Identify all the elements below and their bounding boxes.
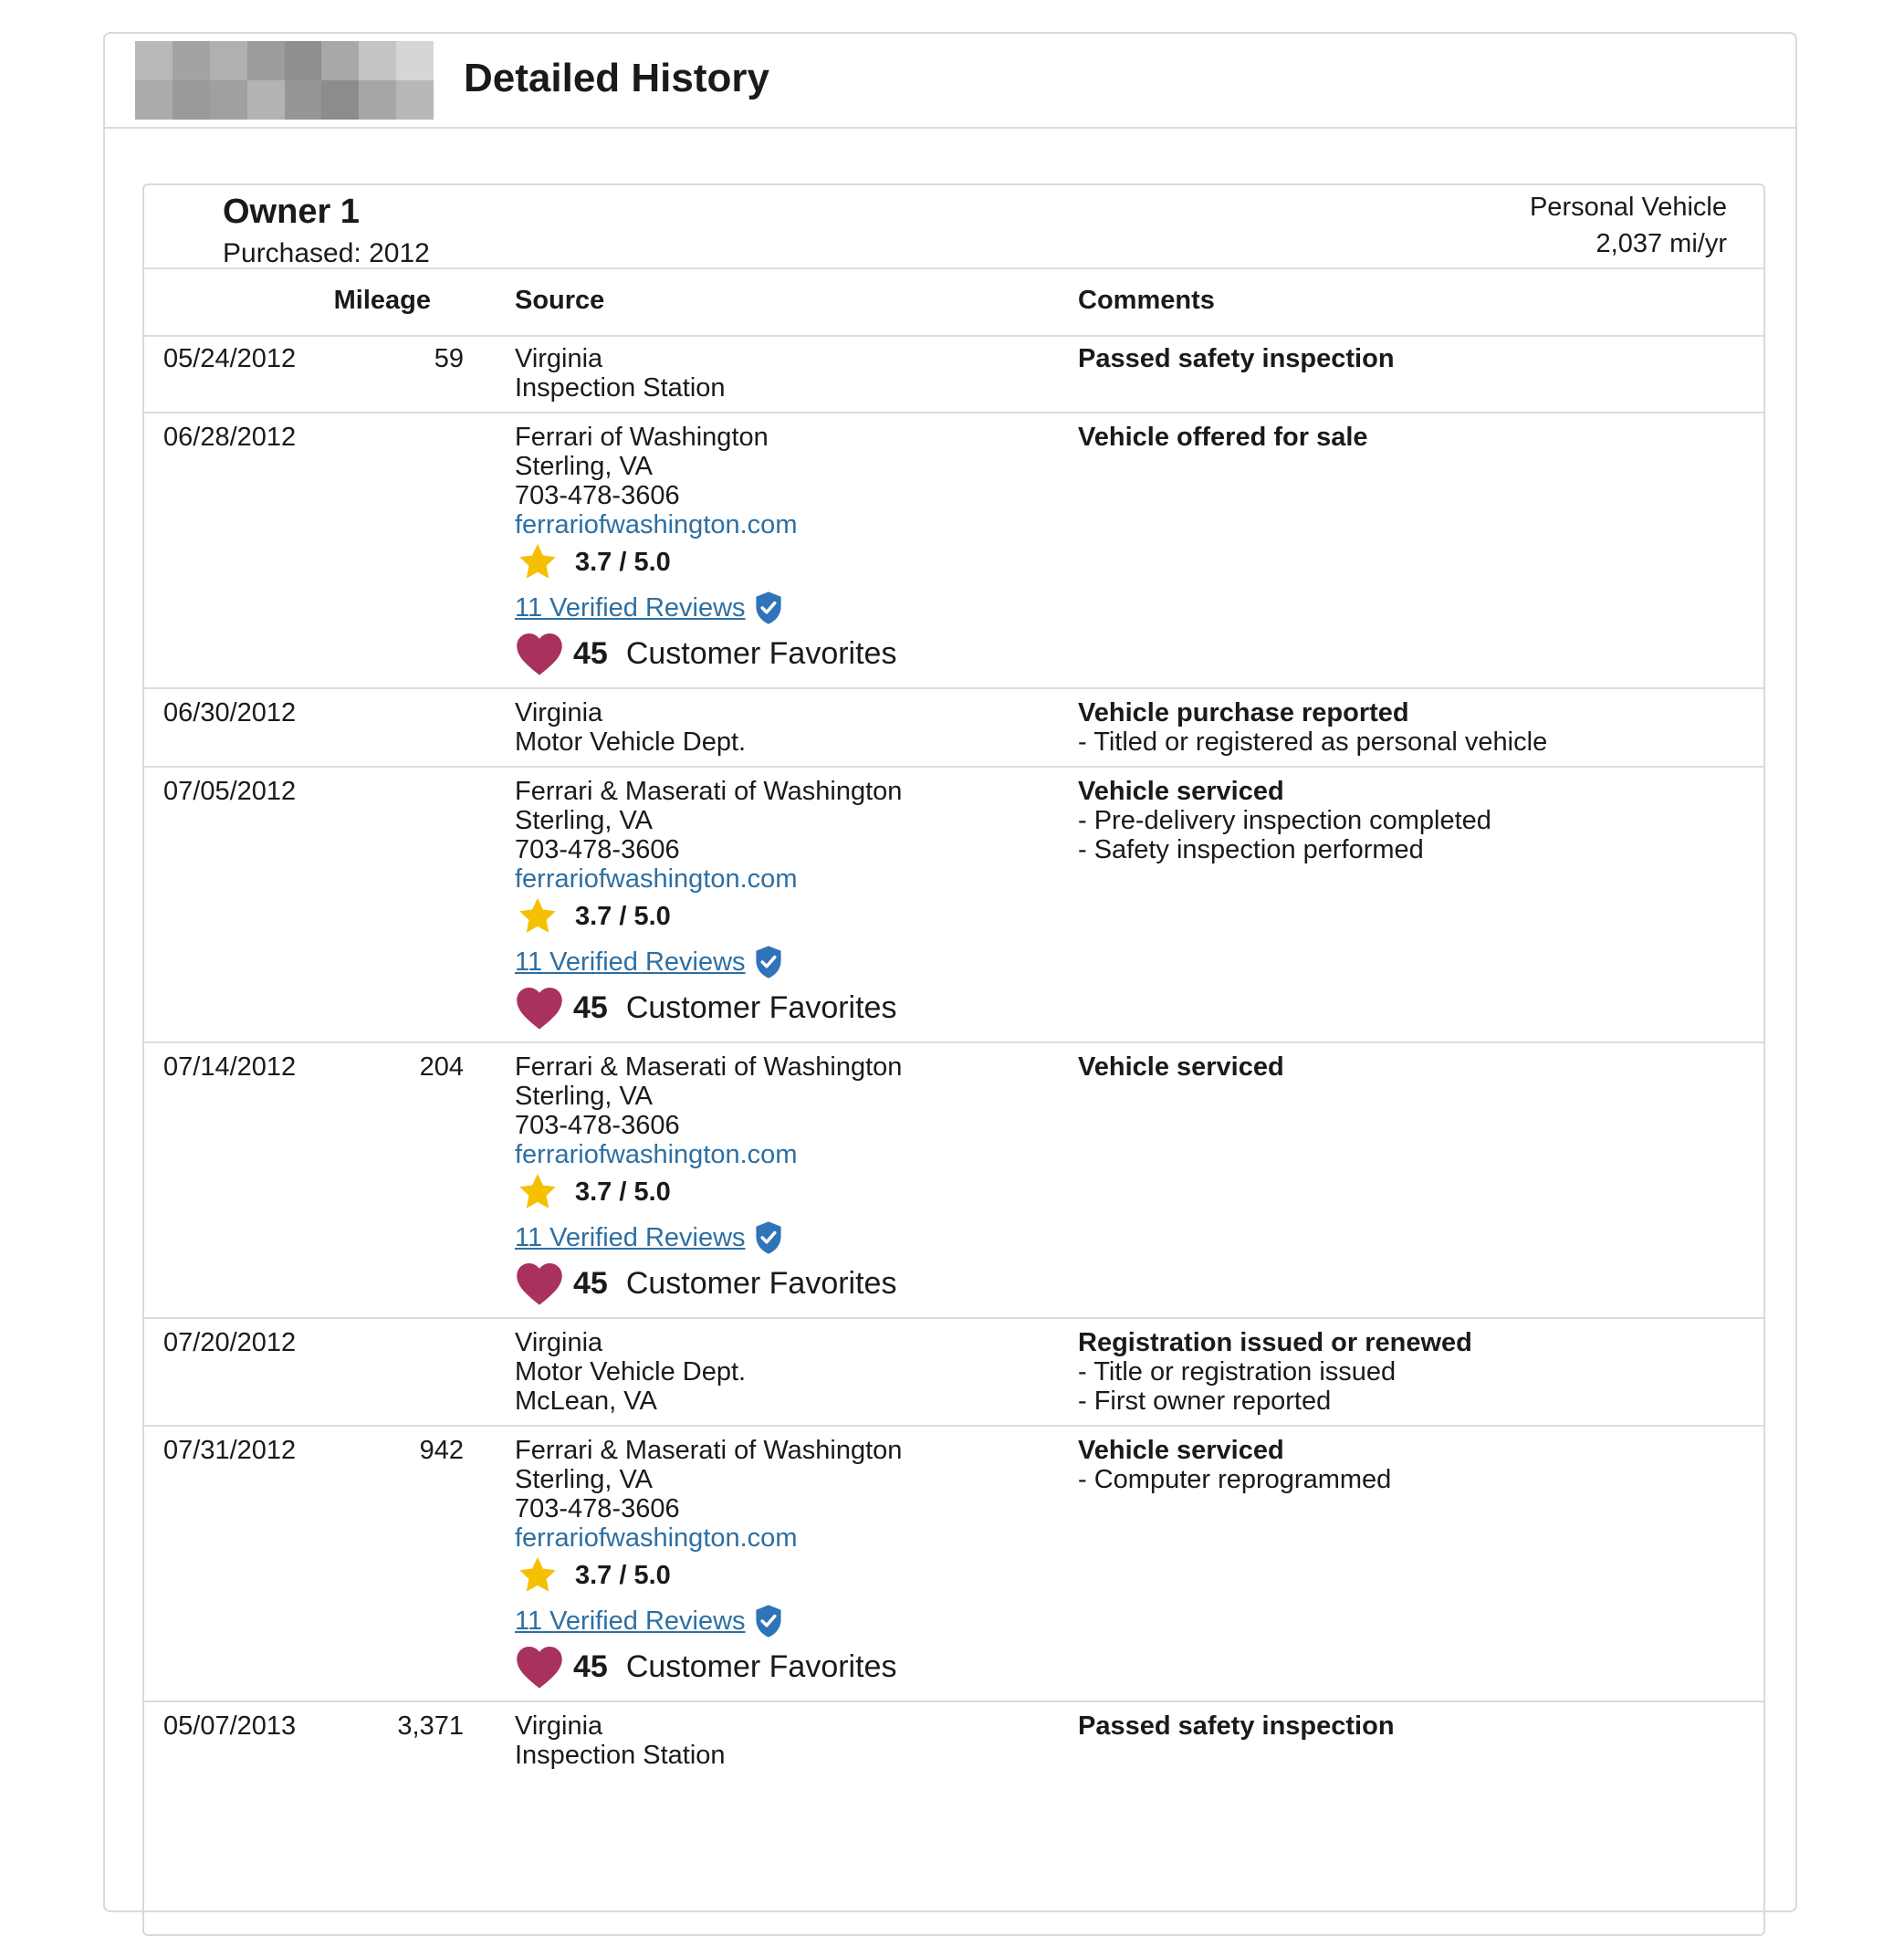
dealer-website: ferrariofwashington.com bbox=[515, 1140, 798, 1169]
owner-header bbox=[144, 185, 1763, 269]
row-date: 07/31/2012 bbox=[163, 1436, 297, 1465]
source-line: Motor Vehicle Dept. bbox=[515, 1357, 747, 1387]
comment-title: Passed safety inspection bbox=[1078, 344, 1395, 373]
customer-favorites bbox=[515, 629, 1062, 678]
row-source bbox=[515, 423, 1062, 678]
reviews-row bbox=[515, 1600, 1062, 1642]
row-comments bbox=[1078, 1328, 1735, 1416]
source-line: Ferrari & Maserati of Washington bbox=[515, 777, 903, 806]
heart-icon bbox=[515, 985, 564, 1031]
page-title: Detailed History bbox=[464, 56, 769, 100]
owner-name: Owner 1 bbox=[223, 193, 360, 231]
verified-shield-icon bbox=[753, 945, 784, 979]
table-row bbox=[144, 1427, 1763, 1702]
heart-icon bbox=[515, 1261, 564, 1306]
row-mileage: 942 bbox=[419, 1436, 464, 1465]
favorites-count: 45 bbox=[573, 636, 608, 671]
source-line: 703-478-3606 bbox=[515, 1111, 680, 1140]
dealer-website: ferrariofwashington.com bbox=[515, 1523, 798, 1553]
row-comments bbox=[1078, 1052, 1735, 1082]
row-comments bbox=[1078, 698, 1735, 757]
dealer-website: ferrariofwashington.com bbox=[515, 864, 798, 894]
row-source bbox=[515, 777, 1062, 1032]
source-line: Sterling, VA bbox=[515, 806, 653, 835]
comment-detail: - Title or registration issued bbox=[1078, 1357, 1397, 1387]
rating-value: 3.7 / 5.0 bbox=[575, 1177, 671, 1207]
dealer-rating bbox=[515, 1171, 1062, 1213]
favorites-label: Customer Favorites bbox=[625, 1266, 897, 1301]
star-icon bbox=[515, 895, 560, 937]
row-source bbox=[515, 698, 1062, 757]
row-comments bbox=[1078, 1711, 1735, 1741]
owner-card bbox=[142, 183, 1765, 1936]
row-date: 07/20/2012 bbox=[163, 1328, 297, 1357]
row-comments bbox=[1078, 777, 1735, 864]
comment-title: Vehicle offered for sale bbox=[1078, 423, 1368, 452]
row-date: 06/30/2012 bbox=[163, 698, 297, 727]
comment-detail: - Safety inspection performed bbox=[1078, 835, 1424, 864]
dealer-rating bbox=[515, 1554, 1062, 1596]
rating-value: 3.7 / 5.0 bbox=[575, 548, 671, 577]
source-line: Inspection Station bbox=[515, 1741, 726, 1770]
comment-detail: - Titled or registered as personal vehicle bbox=[1078, 727, 1548, 757]
reviews-row bbox=[515, 941, 1062, 983]
row-mileage: 3,371 bbox=[397, 1711, 464, 1741]
table-row bbox=[144, 335, 1763, 413]
heart-icon bbox=[515, 1644, 564, 1690]
table-row bbox=[144, 1702, 1763, 1781]
source-line: McLean, VA bbox=[515, 1387, 657, 1416]
row-source bbox=[515, 344, 1062, 403]
favorites-count: 45 bbox=[573, 1266, 608, 1301]
source-line: Sterling, VA bbox=[515, 1082, 653, 1111]
reviews-row bbox=[515, 587, 1062, 629]
row-comments bbox=[1078, 423, 1735, 452]
row-source bbox=[515, 1711, 1062, 1770]
owner-purchased: Purchased: 2012 bbox=[223, 238, 430, 268]
customer-favorites bbox=[515, 1259, 1062, 1308]
comment-detail: - Computer reprogrammed bbox=[1078, 1465, 1392, 1494]
history-rows bbox=[144, 335, 1763, 1781]
row-comments bbox=[1078, 344, 1735, 373]
column-header-source: Source bbox=[515, 286, 605, 315]
row-comments bbox=[1078, 1436, 1735, 1494]
verified-reviews-link[interactable]: 11 Verified Reviews bbox=[515, 593, 746, 623]
favorites-label: Customer Favorites bbox=[625, 1649, 897, 1684]
source-line: 703-478-3606 bbox=[515, 481, 680, 510]
rating-value: 3.7 / 5.0 bbox=[575, 1561, 671, 1590]
verified-shield-icon bbox=[753, 1604, 784, 1638]
reviews-row bbox=[515, 1217, 1062, 1259]
verified-reviews-link[interactable]: 11 Verified Reviews bbox=[515, 947, 746, 977]
source-line: 703-478-3606 bbox=[515, 1494, 680, 1523]
row-source bbox=[515, 1052, 1062, 1308]
comment-title: Registration issued or renewed bbox=[1078, 1328, 1472, 1357]
table-row bbox=[144, 768, 1763, 1043]
table-row bbox=[144, 1319, 1763, 1427]
favorites-label: Customer Favorites bbox=[625, 636, 897, 671]
mileage-rate: 2,037 mi/yr bbox=[1595, 229, 1727, 258]
heart-icon bbox=[515, 631, 564, 676]
comment-title: Passed safety inspection bbox=[1078, 1711, 1395, 1741]
source-line: Ferrari & Maserati of Washington bbox=[515, 1052, 903, 1082]
rating-value: 3.7 / 5.0 bbox=[575, 902, 671, 931]
row-mileage: 59 bbox=[434, 344, 464, 373]
source-line: 703-478-3606 bbox=[515, 835, 680, 864]
comment-title: Vehicle serviced bbox=[1078, 1052, 1284, 1082]
comment-title: Vehicle serviced bbox=[1078, 1436, 1284, 1465]
panel-header bbox=[105, 34, 1795, 129]
source-line: Ferrari of Washington bbox=[515, 423, 769, 452]
blurred-logo bbox=[135, 41, 434, 120]
row-mileage: 204 bbox=[419, 1052, 464, 1082]
table-row bbox=[144, 413, 1763, 689]
source-line: Virginia bbox=[515, 698, 603, 727]
favorites-label: Customer Favorites bbox=[625, 990, 897, 1025]
source-line: Inspection Station bbox=[515, 373, 726, 403]
row-date: 05/07/2013 bbox=[163, 1711, 297, 1741]
row-date: 05/24/2012 bbox=[163, 344, 297, 373]
table-row bbox=[144, 689, 1763, 768]
row-source bbox=[515, 1436, 1062, 1691]
table-header bbox=[144, 267, 1763, 337]
dealer-website: ferrariofwashington.com bbox=[515, 510, 798, 539]
comment-detail: - Pre-delivery inspection completed bbox=[1078, 806, 1491, 835]
source-line: Sterling, VA bbox=[515, 452, 653, 481]
source-line: Motor Vehicle Dept. bbox=[515, 727, 747, 757]
dealer-rating bbox=[515, 541, 1062, 583]
dealer-rating bbox=[515, 895, 1062, 937]
comment-title: Vehicle purchase reported bbox=[1078, 698, 1409, 727]
star-icon bbox=[515, 1171, 560, 1213]
verified-shield-icon bbox=[753, 591, 784, 625]
source-line: Virginia bbox=[515, 344, 603, 373]
table-row bbox=[144, 1043, 1763, 1319]
source-line: Ferrari & Maserati of Washington bbox=[515, 1436, 903, 1465]
source-line: Sterling, VA bbox=[515, 1465, 653, 1494]
star-icon bbox=[515, 1554, 560, 1596]
customer-favorites bbox=[515, 983, 1062, 1032]
customer-favorites bbox=[515, 1642, 1062, 1691]
vehicle-type: Personal Vehicle bbox=[1529, 193, 1727, 222]
row-date: 06/28/2012 bbox=[163, 423, 297, 452]
detailed-history-panel bbox=[103, 32, 1797, 1912]
verified-shield-icon bbox=[753, 1220, 784, 1255]
star-icon bbox=[515, 541, 560, 583]
favorites-count: 45 bbox=[573, 1649, 608, 1684]
verified-reviews-link[interactable]: 11 Verified Reviews bbox=[515, 1606, 746, 1636]
row-date: 07/14/2012 bbox=[163, 1052, 297, 1082]
comment-title: Vehicle serviced bbox=[1078, 777, 1284, 806]
column-header-mileage: Mileage bbox=[333, 286, 431, 315]
column-header-comments: Comments bbox=[1078, 286, 1215, 315]
row-source bbox=[515, 1328, 1062, 1416]
favorites-count: 45 bbox=[573, 990, 608, 1025]
verified-reviews-link[interactable]: 11 Verified Reviews bbox=[515, 1223, 746, 1252]
row-date: 07/05/2012 bbox=[163, 777, 297, 806]
source-line: Virginia bbox=[515, 1328, 603, 1357]
source-line: Virginia bbox=[515, 1711, 603, 1741]
comment-detail: - First owner reported bbox=[1078, 1387, 1332, 1416]
